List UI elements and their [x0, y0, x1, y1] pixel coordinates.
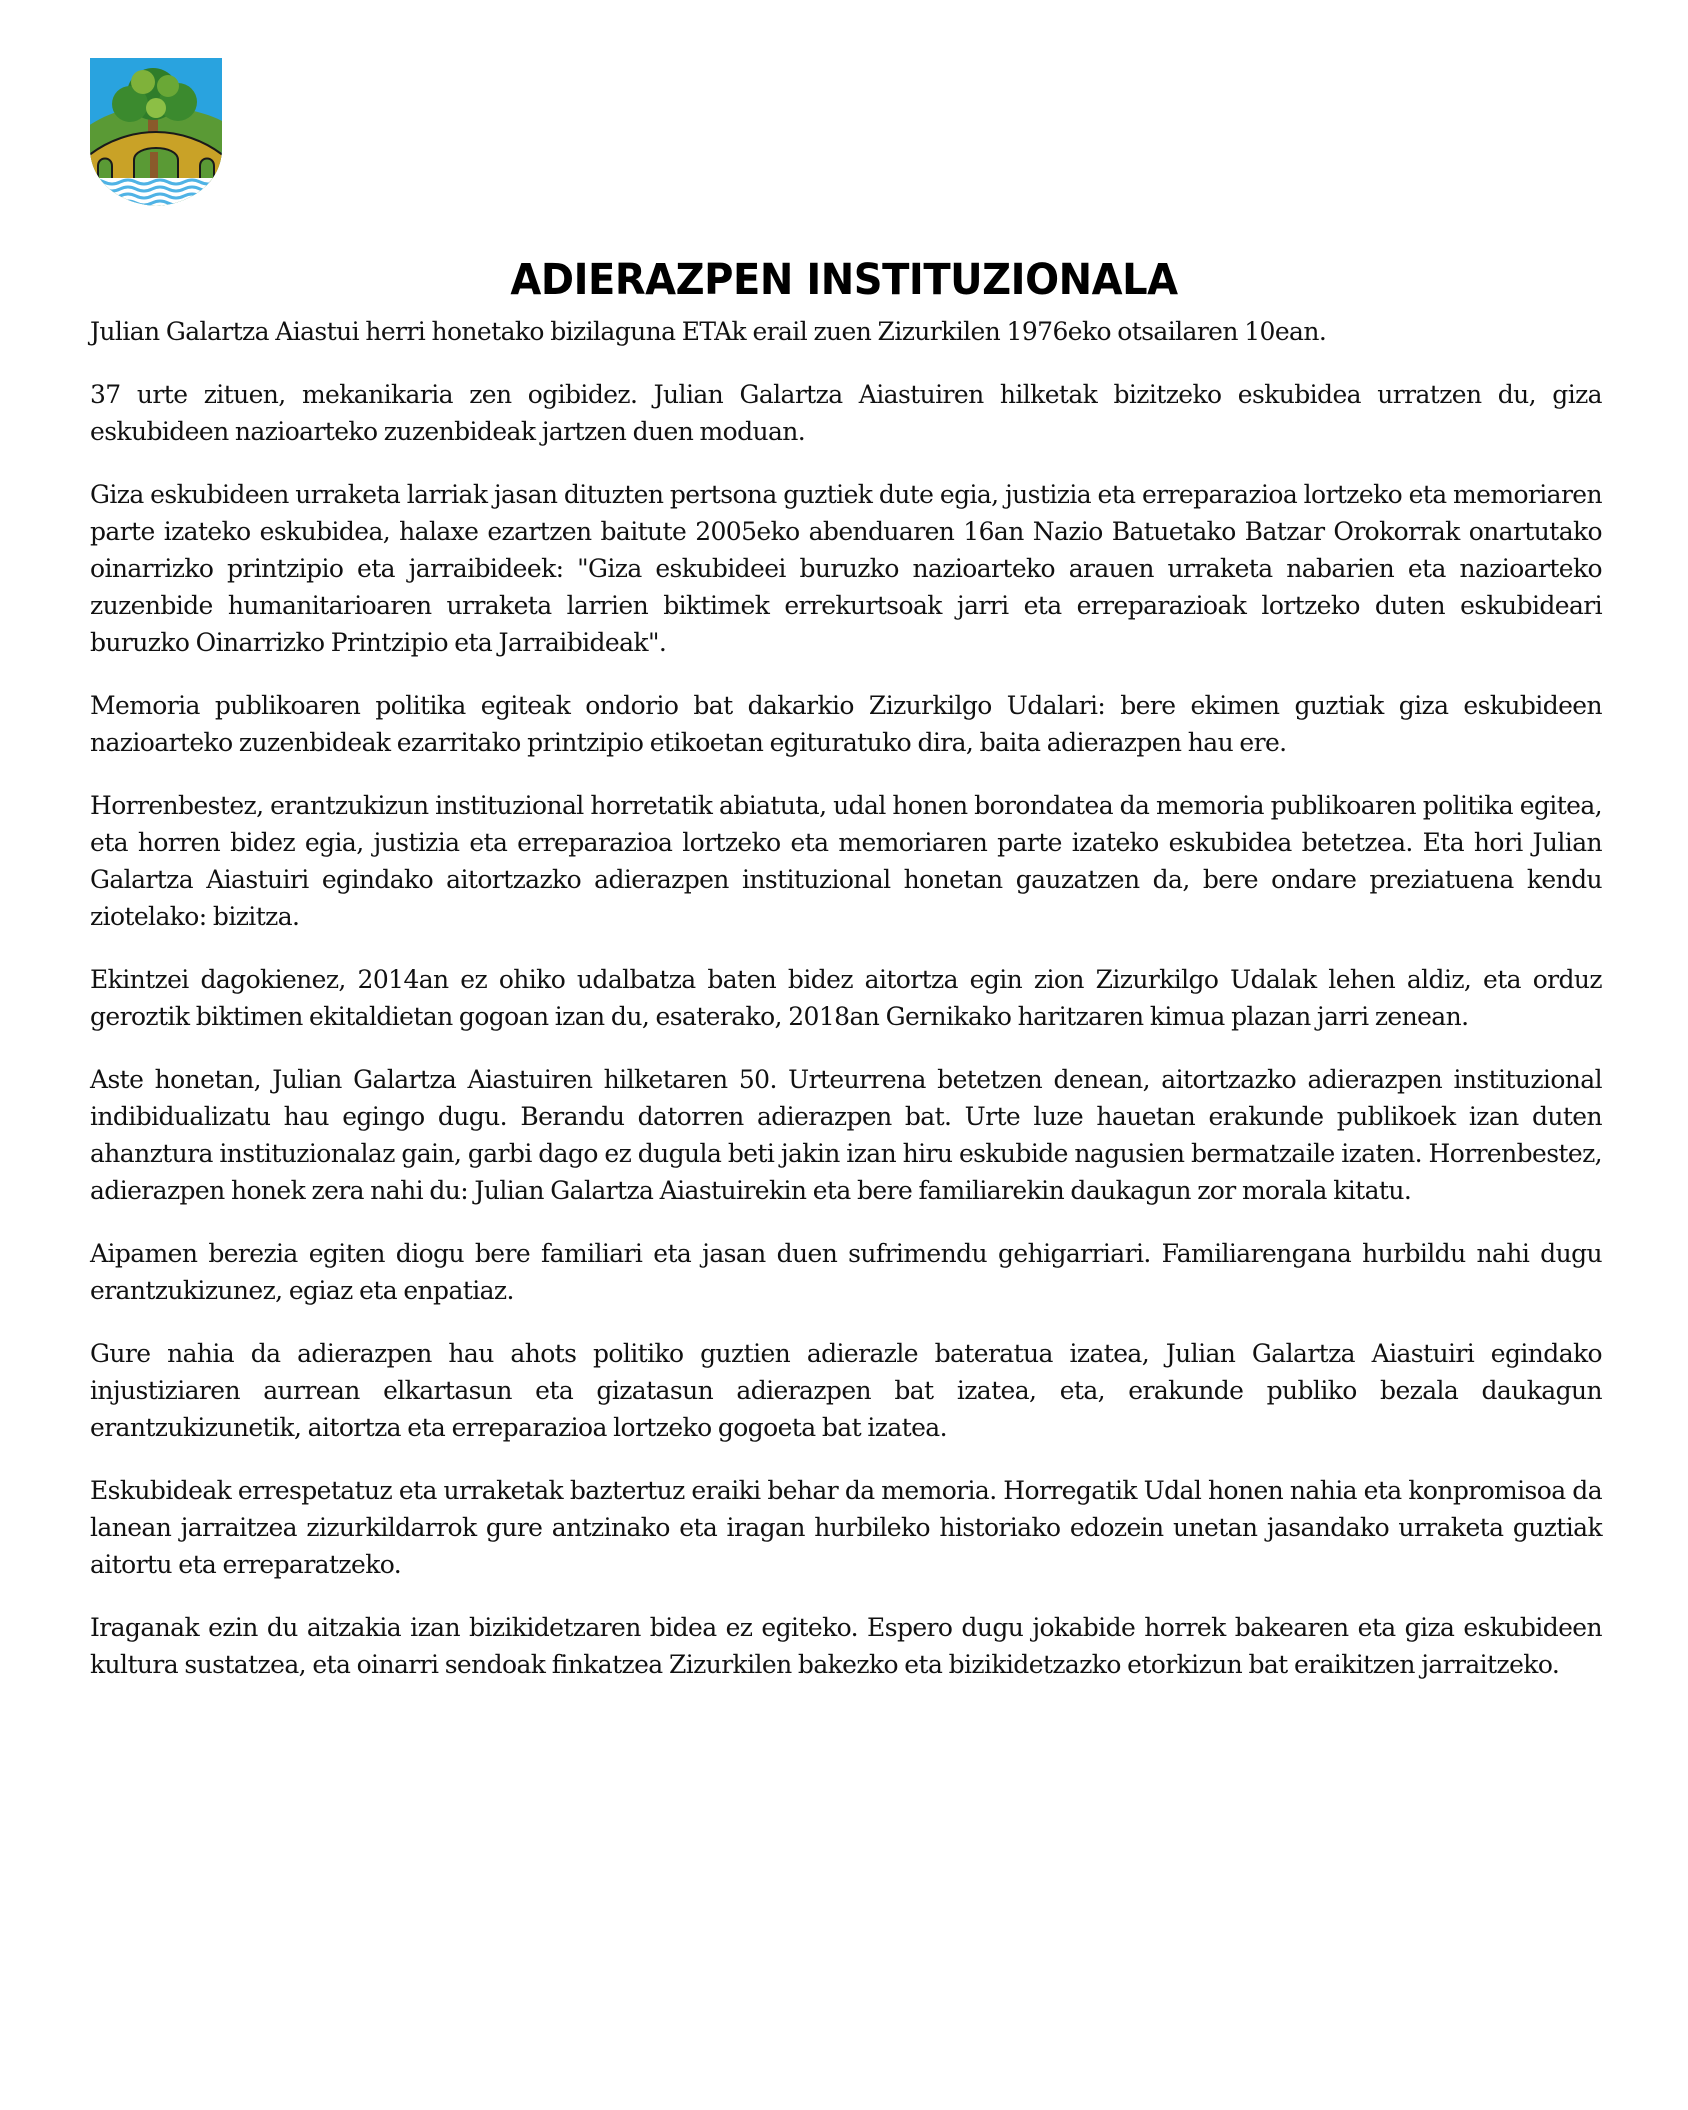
paragraph-family-mention: Aipamen berezia egiten diogu bere familiari eta jasan duen sufrimendu gehigarriari. Familiarengana hurbildu nahi dugu erantzukizunez, egiaz eta enpatiaz. [90, 1239, 1602, 1305]
paragraph-institutional-responsibility: Horrenbestez, erantzukizun instituzional horretatik abiatuta, udal honen borondatea da memoria publikoaren politika egitea, eta horren bidez egia, justizia eta erreparazioa lortzeko eta memoriaren parte izateko eskubidea betetzea. Eta hori Julian Galartza Aiastuiri egindako aitortzazko adierazpen instituzional honetan gauzatzen da, bere ondare preziatuena kendu ziotelako: bizitza. [90, 791, 1602, 931]
paragraph-victim-profile: 37 urte zituen, mekanikaria zen ogibidez. Julian Galartza Aiastuiren hilketak bizitzeko eskubidea urratzen du, giza eskubideen nazioarteko zuzenbideak jartzen duen moduan. [90, 380, 1602, 446]
page-title: ADIERAZPEN INSTITUZIONALA [510, 254, 1178, 305]
paragraph-public-memory-policy: Memoria publikoaren politika egiteak ondorio bat dakarkio Zizurkilgo Udalari: bere ekimen guztiak giza eskubideen nazioarteko zuzenbideak ezarritako printzipio etikoetan egituratuko dira, baita adierazpen hau ere. [90, 691, 1602, 757]
paragraph-past-actions: Ekintzei dagokienez, 2014an ez ohiko udalbatza baten bidez aitortza egin zion Zizurkilgo Udalak lehen aldiz, eta orduz geroztik biktimen ekitaldietan gogoan izan du, esaterako, 2018an Gernikako haritzaren kimua plazan jarri zenean. [90, 965, 1602, 1031]
document-body [90, 313, 1602, 1709]
municipal-coat-of-arms-icon [88, 56, 224, 208]
paragraph-unified-statement: Gure nahia da adierazpen hau ahots politiko guztien adierazle bateratua izatea, Julian Galartza Aiastuiri egindako injustiziaren aurrean elkartasun eta gizatasun adierazpen bat izatea, eta, erakunde publiko bezala daukagun erantzukizunetik, aitortza eta erreparazioa lortzeko gogoeta bat izatea. [90, 1339, 1602, 1442]
paragraph-commitment: Eskubideak errespetatuz eta urraketak baztertuz eraiki behar da memoria. Horregatik Udal honen nahia eta konpromisoa da lanean jarraitzea zizurkildarrok gure antzinako eta iragan hurbileko historiako edozein unetan jasandako urraketa guztiak aitortu eta erreparatzeko. [90, 1476, 1602, 1579]
paragraph-un-principles: Giza eskubideen urraketa larriak jasan dituzten pertsona guztiek dute egia, justizia eta erreparazioa lortzeko eta memoriaren parte izateko eskubidea, halaxe ezartzen baitute 2005eko abenduaren 16an Nazio Batuetako Batzar Orokorrak onartutako oinarrizko printzipio eta jarraibideek: "Giza eskubideei buruzko nazioarteko arauen urraketa nabarien eta nazioarteko zuzenbide humanitarioaren urraketa larrien biktimek errekurtsoak jarri eta erreparazioak lortzeko duten eskubideari buruzko Oinarrizko Printzipio eta Jarraibideak". [90, 480, 1602, 657]
paragraph-closing: Iraganak ezin du aitzakia izan bizikidetzaren bidea ez egiteko. Espero dugu jokabide horrek bakearen eta giza eskubideen kultura sustatzea, eta oinarri sendoak finkatzea Zizurkilen bakezko eta bizikidetzazko etorkizun bat eraikitzen jarraitzeko. [90, 1613, 1602, 1679]
paragraph-victim-intro: Julian Galartza Aiastui herri honetako bizilaguna ETAk erail zuen Zizurkilen 1976eko otsailaren 10ean. [90, 317, 1327, 346]
paragraph-anniversary: Aste honetan, Julian Galartza Aiastuiren hilketaren 50. Urteurrena betetzen denean, aitortzazko adierazpen instituzional indibidualizatu hau egingo dugu. Berandu datorren adierazpen bat. Urte luze hauetan erakunde publikoek izan duten ahanztura instituzionalaz gain, garbi dago ez dugula beti jakin izan hiru eskubide nagusien bermatzaile izaten. Horrenbestez, adierazpen honek zera nahi du: Julian Galartza Aiastuirekin eta bere familiarekin daukagun zor morala kitatu. [90, 1065, 1602, 1205]
